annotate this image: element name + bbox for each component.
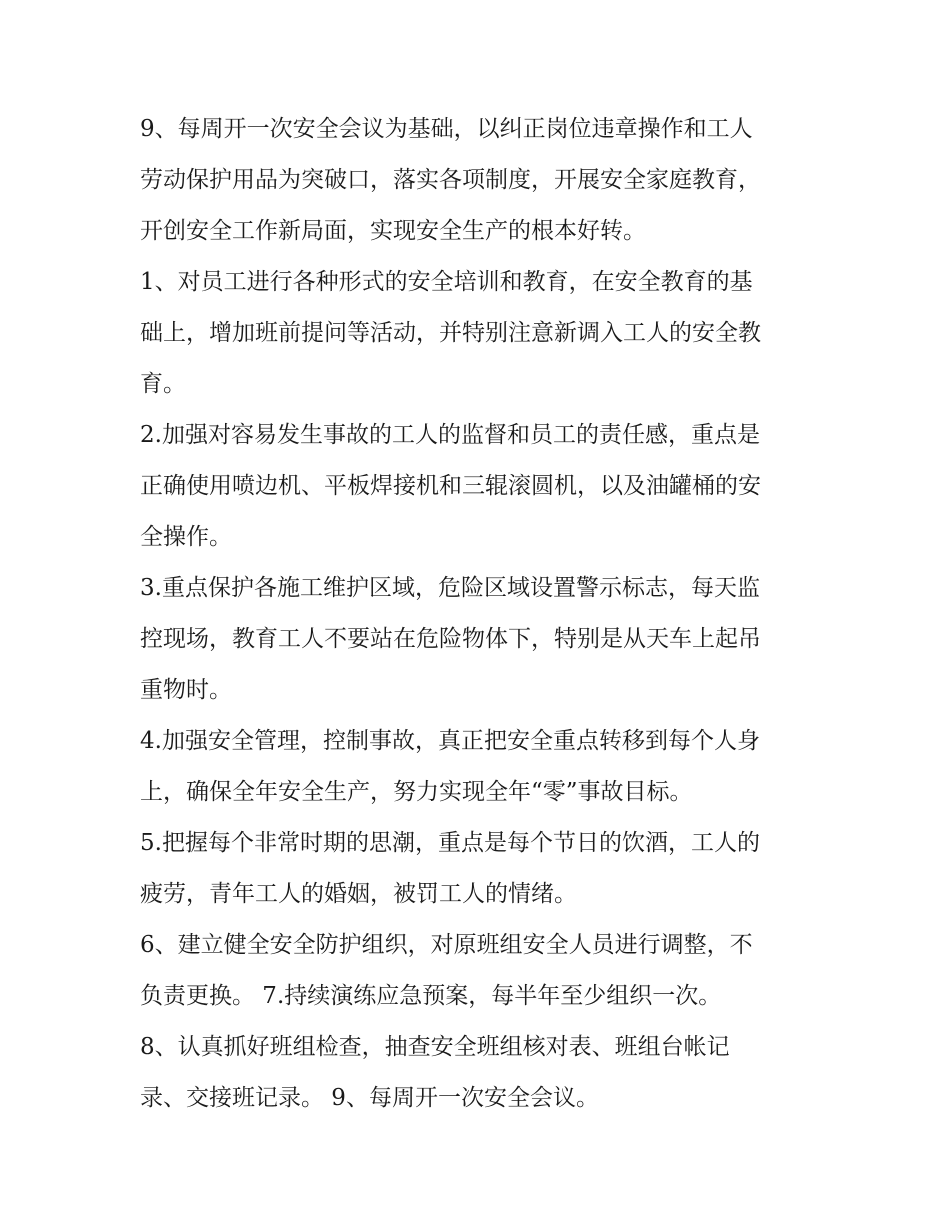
paragraph-8: 8、认真抓好班组检查，抽查安全班组核对表、班组台帐记 录、交接班记录。 9、每周开一次安全会议。 <box>140 1034 730 1111</box>
paragraph-5: 4.加强安全管理，控制事故，真正把安全重点转移到每个人身 上，确保全年安全生产，努力实现全年“零”事故目标。 <box>140 728 760 805</box>
paragraph-7: 6、建立健全安全防护组织，对原班组安全人员进行调整，不 负责更换。 7.持续演练应急预案，每半年至少组织一次。 <box>140 932 753 1009</box>
paragraph-1: 9、每周开一次安全会议为基础，以纠正岗位违章操作和工人 劳动保护用品为突破口，落实各项制度，开展安全家庭教育， 开创安全工作新局面，实现安全生产的根本好转。 <box>140 116 761 244</box>
paragraph-3: 2.加强对容易发生事故的工人的监督和员工的责任感，重点是 正确使用喷边机、平板焊接机和三辊滚圆机，以及油罐桶的安 全操作。 <box>140 422 761 550</box>
paragraph-6: 5.把握每个非常时期的思潮，重点是每个节日的饮酒，工人的 疲劳，青年工人的婚姻，被罚工人的情绪。 <box>140 830 760 907</box>
document-body <box>140 104 820 1124</box>
paragraph-2: 1、对员工进行各种形式的安全培训和教育，在安全教育的基 础上，增加班前提问等活动，并特别注意新调入工人的安全教 育。 <box>140 269 761 397</box>
paragraph-4: 3.重点保护各施工维护区域，危险区域设置警示标志，每天监 控现场，教育工人不要站在危险物体下，特别是从天车上起吊 重物时。 <box>140 575 761 703</box>
